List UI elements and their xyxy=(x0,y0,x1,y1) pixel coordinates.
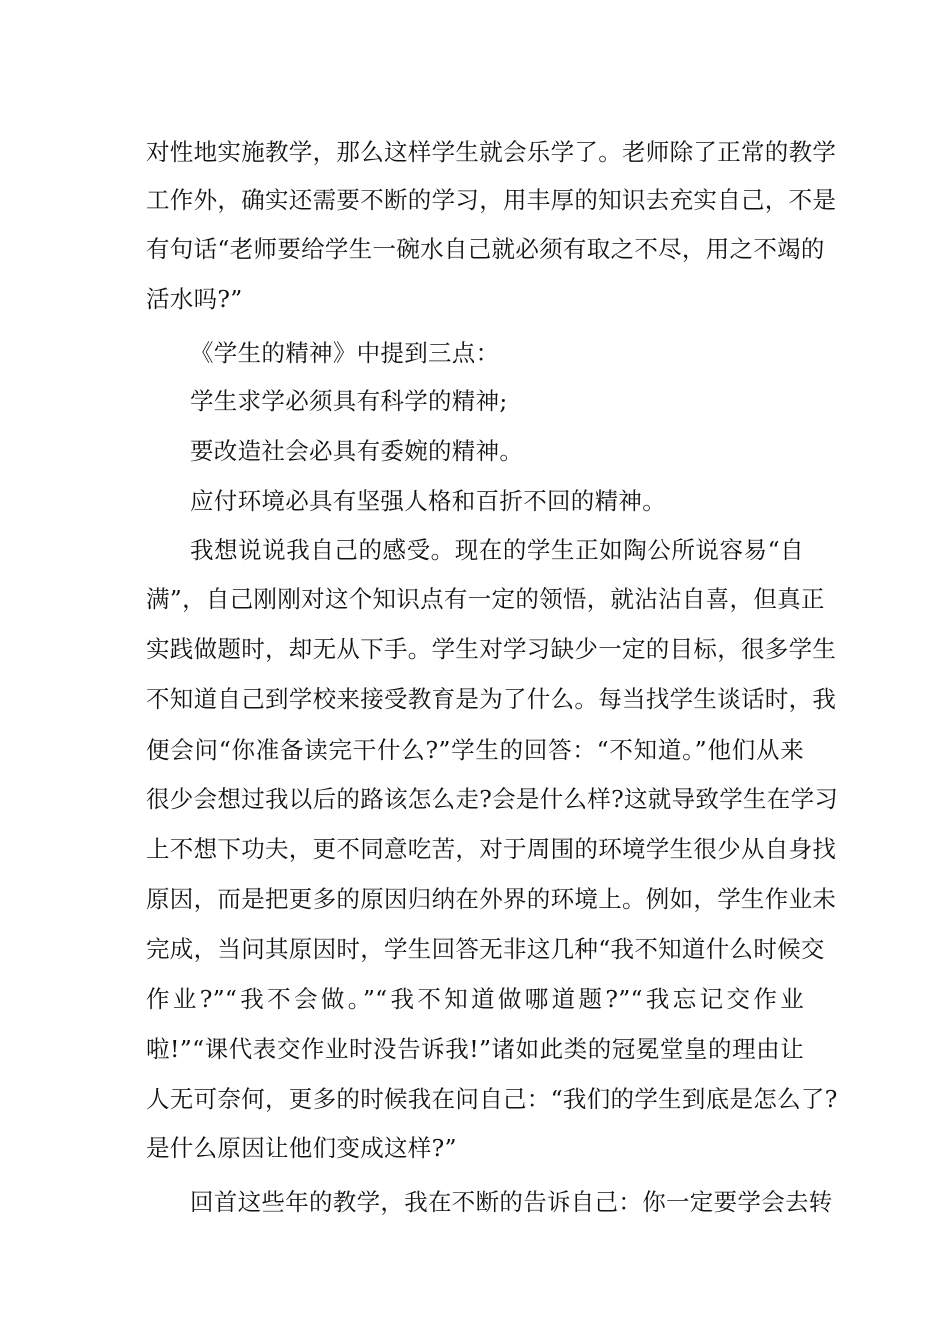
text-line: 完成，当问其原因时，学生回答无非这几种“我不知道什么时候交 xyxy=(146,935,825,963)
text-line: 不知道自己到学校来接受教育是为了什么。每当找学生谈话时，我 xyxy=(146,685,837,713)
text-line: 活水吗?” xyxy=(146,285,243,313)
text-line: 回首这些年的教学，我在不断的告诉自己：你一定要学会去转 xyxy=(190,1188,833,1216)
text-line: 满”，自己刚刚对这个知识点有一定的领悟，就沾沾自喜，但真正 xyxy=(146,585,825,613)
text-line: 应付环境必具有坚强人格和百折不回的精神。 xyxy=(190,487,666,515)
text-line: 很少会想过我以后的路该怎么走?会是什么样?这就导致学生在学习 xyxy=(146,785,839,813)
text-line: 作业?”“我不会做。”“我不知道做哪道题?”“我忘记交作业 xyxy=(146,985,804,1013)
text-line: 有句话“老师要给学生一碗水自己就必须有取之不尽，用之不竭的 xyxy=(146,235,825,263)
text-line: 学生求学必须具有科学的精神; xyxy=(190,387,508,415)
text-line: 我想说说我自己的感受。现在的学生正如陶公所说容易“自 xyxy=(190,536,804,564)
text-line: 《学生的精神》中提到三点： xyxy=(190,339,500,367)
text-line: 实践做题时，却无从下手。学生对学习缺少一定的目标，很多学生 xyxy=(146,635,837,663)
text-line: 啦!”“课代表交作业时没告诉我!”诸如此类的冠冕堂皇的理由让 xyxy=(146,1035,804,1063)
text-line: 对性地实施教学，那么这样学生就会乐学了。老师除了正常的教学 xyxy=(146,138,837,166)
text-line: 便会问“你准备读完干什么?”学生的回答：“不知道。”他们从来 xyxy=(146,736,804,764)
text-line: 要改造社会必具有委婉的精神。 xyxy=(190,437,524,465)
text-line: 原因，而是把更多的原因归纳在外界的环境上。例如，学生作业未 xyxy=(146,885,837,913)
text-line: 人无可奈何，更多的时候我在问自己：“我们的学生到底是怎么了? xyxy=(146,1085,838,1113)
text-line: 是什么原因让他们变成这样?” xyxy=(146,1134,457,1162)
text-line: 工作外，确实还需要不断的学习，用丰厚的知识去充实自己，不是 xyxy=(146,186,837,214)
text-line: 上不想下功夫，更不同意吃苦，对于周围的环境学生很少从自身找 xyxy=(146,835,837,863)
